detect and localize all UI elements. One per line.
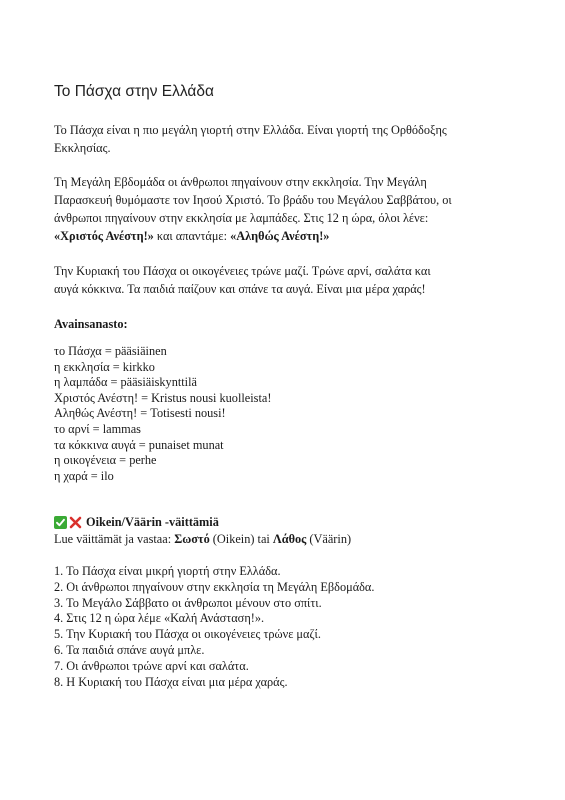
true-false-title: Oikein/Väärin -väittämiä: [86, 515, 219, 529]
false-note: (Väärin): [306, 532, 352, 546]
instruction-prefix: Lue väittämät ja vastaa:: [54, 532, 175, 546]
vocabulary-item: η οικογένεια = perhe: [54, 453, 157, 468]
text-line: Τη Μεγάλη Εβδομάδα οι άνθρωποι πηγαίνουν στην εκκλησία. Την Μεγάλη: [54, 175, 427, 189]
statement-item: 4. Στις 12 η ώρα λέμε «Καλή Ανάσταση!».: [54, 611, 265, 626]
text-line-greeting: [54, 227, 524, 245]
answer-phrase: «Αληθώς Ανέστη!»: [230, 229, 330, 243]
vocabulary-item: Χριστός Ανέστη! = Kristus nousi kuolleista!: [54, 390, 272, 405]
vocabulary-item: η χαρά = ilo: [54, 468, 114, 483]
true-note: (Oikein) tai: [209, 532, 273, 546]
vocabulary-item: η λαμπάδα = pääsiäiskynttilä: [54, 375, 197, 390]
statement-item: 3. Το Μεγάλο Σάββατο οι άνθρωποι μένουν στο σπίτι.: [54, 595, 322, 610]
instructions: [54, 532, 351, 547]
statement-item: 5. Την Κυριακή του Πάσχα οι οικογένειες τρώνε μαζί.: [54, 627, 321, 642]
vocabulary-item: Αληθώς Ανέστη! = Totisesti nousi!: [54, 406, 226, 421]
text-line: Το Πάσχα είναι η πιο μεγάλη γιορτή στην Ελλάδα. Είναι γιορτή της Ορθόδοξης: [54, 123, 447, 137]
vocabulary-item: το αρνί = lammas: [54, 421, 141, 436]
page-title: Το Πάσχα στην Ελλάδα: [54, 83, 214, 100]
text-line: Εκκλησίας.: [54, 141, 111, 155]
statement-item: 6. Τα παιδιά σπάνε αυγά μπλε.: [54, 642, 205, 657]
vocabulary-heading: Avainsanasto:: [54, 317, 128, 331]
text-line: Την Κυριακή του Πάσχα οι οικογένειες τρώνε μαζί. Τρώνε αρνί, σαλάτα και: [54, 264, 431, 278]
statement-item: 8. Η Κυριακή του Πάσχα είναι μια μέρα χαράς.: [54, 674, 288, 689]
vocabulary-item: το Πάσχα = pääsiäinen: [54, 344, 167, 358]
paragraph-holy-week: [54, 173, 524, 245]
vocabulary-list: [54, 344, 271, 484]
true-word: Σωστό: [174, 532, 210, 546]
cross-icon: [69, 516, 82, 529]
statement-item: 1. Το Πάσχα είναι μικρή γιορτή στην Ελλάδα.: [54, 564, 281, 578]
statement-item: 7. Οι άνθρωποι τρώνε αρνί και σαλάτα.: [54, 658, 249, 673]
text-line: άνθρωποι πηγαίνουν στην εκκλησία με λαμπάδες. Στις 12 η ώρα, όλοι λένε:: [54, 211, 429, 225]
text-line: αυγά κόκκινα. Τα παιδιά παίζουν και σπάνε τα αυγά. Είναι μια μέρα χαράς!: [54, 282, 426, 296]
vocabulary-item: τα κόκκινα αυγά = punaiset munat: [54, 437, 224, 452]
true-false-heading: [54, 515, 219, 530]
paragraph-sunday: [54, 262, 524, 298]
check-icon: [54, 516, 67, 529]
greeting-phrase: «Χριστός Ανέστη!»: [54, 229, 154, 243]
vocabulary-item: η εκκλησία = kirkko: [54, 359, 155, 374]
text-line: Παρασκευή θυμόμαστε τον Ιησού Χριστό. Το βράδυ του Μεγάλου Σαββάτου, οι: [54, 193, 452, 207]
paragraph-intro: [54, 121, 524, 157]
connector-text: και απαντάμε:: [153, 229, 231, 243]
statement-item: 2. Οι άνθρωποι πηγαίνουν στην εκκλησία τη Μεγάλη Εβδομάδα.: [54, 579, 375, 594]
false-word: Λάθος: [272, 532, 307, 546]
statements-list: [54, 564, 374, 690]
